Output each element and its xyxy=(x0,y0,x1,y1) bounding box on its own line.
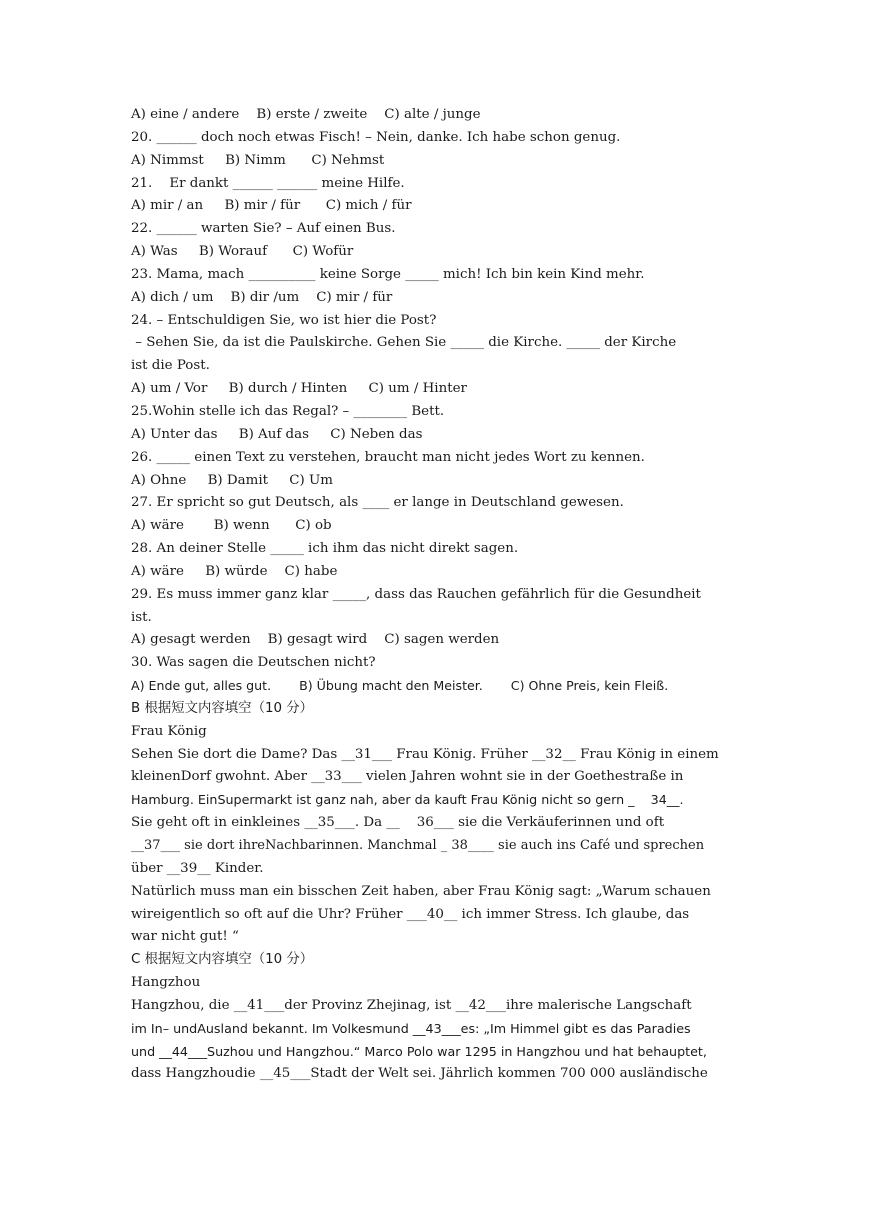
question-27: 27. Er spricht so gut Deutsch, als ____ er lange in Deutschland gewesen. xyxy=(131,495,624,511)
options-line-22: A) Was B) Worauf C) Wofür xyxy=(131,244,354,260)
question-30: 30. Was sagen die Deutschen nicht? xyxy=(131,655,376,671)
options-line-30: A) Ende gut, alles gut. B) Übung macht den Meister. C) Ohne Preis, kein Fleiß. xyxy=(131,678,669,694)
section-b-heading: B 根据短文内容填空（10 分） xyxy=(131,700,314,716)
question-20: 20. ______ doch noch etwas Fisch! – Nein, danke. Ich habe schon genug. xyxy=(131,129,621,145)
passage-b-line: Hamburg. EinSupermarkt ist ganz nah, aber da kauft Frau König nicht so gern _ 34__. xyxy=(131,792,684,808)
question-23: 23. Mama, mach __________ keine Sorge _____ mich! Ich bin kein Kind mehr. xyxy=(131,266,645,282)
passage-b-line: war nicht gut! “ xyxy=(131,929,239,945)
passage-b-line: __37___ sie dort ihreNachbarinnen. Manchmal _ 38____ sie auch ins Café und sprechen xyxy=(131,838,705,853)
options-line-24: A) um / Vor B) durch / Hinten C) um / Hinter xyxy=(131,381,467,397)
options-line-19: A) eine / andere B) erste / zweite C) alte / junge xyxy=(131,107,481,122)
passage-c-line: dass Hangzhoudie __45___Stadt der Welt sei. Jährlich kommen 700 000 ausländische xyxy=(131,1066,708,1082)
passage-c-line: im In– undAusland bekannt. Im Volkesmund __43___es: „Im Himmel gibt es das Paradies xyxy=(131,1020,691,1036)
question-22: 22. ______ warten Sie? – Auf einen Bus. xyxy=(131,221,396,237)
question-24: 24. – Entschuldigen Sie, wo ist hier die Post? xyxy=(131,312,437,328)
passage-b-line: Natürlich muss man ein bisschen Zeit haben, aber Frau König sagt: „Warum schauen xyxy=(131,883,711,899)
passage-c-title: Hangzhou xyxy=(131,975,201,991)
section-c-heading: C 根据短文内容填空（10 分） xyxy=(131,952,314,968)
passage-b-line: kleinenDorf gwohnt. Aber __33___ vielen Jahren wohnt sie in der Goethestraße in xyxy=(131,769,684,785)
options-line-29: A) gesagt werden B) gesagt wird C) sagen werden xyxy=(131,632,500,648)
question-25: 25.Wohin stelle ich das Regal? – ________ Bett. xyxy=(131,403,445,419)
options-line-25: A) Unter das B) Auf das C) Neben das xyxy=(131,426,423,442)
passage-b-title: Frau König xyxy=(131,723,207,739)
passage-b-line: über __39__ Kinder. xyxy=(131,860,264,876)
options-line-23: A) dich / um B) dir /um C) mir / für xyxy=(131,289,393,305)
document-body xyxy=(131,104,741,1086)
question-24-continued: – Sehen Sie, da ist die Paulskirche. Gehen Sie _____ die Kirche. _____ der Kirche xyxy=(131,335,677,351)
passage-b-line: wireigentlich so oft auf die Uhr? Früher ___40__ ich immer Stress. Ich glaube, das xyxy=(131,906,690,922)
options-line-28: A) wäre B) würde C) habe xyxy=(131,563,338,579)
passage-c-line: und __44___Suzhou und Hangzhou.“ Marco Polo war 1295 in Hangzhou und hat behauptet, xyxy=(131,1043,707,1059)
question-29-continued: ist. xyxy=(131,609,152,625)
options-line-26: A) Ohne B) Damit C) Um xyxy=(131,472,333,488)
question-21: 21. Er dankt ______ ______ meine Hilfe. xyxy=(131,175,405,191)
passage-c-line: Hangzhou, die __41___der Provinz Zhejinag, ist __42___ihre malerische Langschaft xyxy=(131,997,692,1013)
question-24-continued: ist die Post. xyxy=(131,358,210,374)
options-line-27: A) wäre B) wenn C) ob xyxy=(131,518,332,534)
options-line-20: A) Nimmst B) Nimm C) Nehmst xyxy=(131,152,385,168)
passage-b-line: Sie geht oft in einkleines __35___. Da __ 36___ sie die Verkäuferinnen und oft xyxy=(131,815,665,831)
question-26: 26. _____ einen Text zu verstehen, braucht man nicht jedes Wort zu kennen. xyxy=(131,449,645,465)
question-29: 29. Es muss immer ganz klar _____, dass das Rauchen gefährlich für die Gesundheit xyxy=(131,586,701,602)
question-28: 28. An deiner Stelle _____ ich ihm das nicht direkt sagen. xyxy=(131,541,519,557)
passage-b-line: Sehen Sie dort die Dame? Das __31___ Frau König. Früher __32__ Frau König in einem xyxy=(131,746,719,762)
options-line-21: A) mir / an B) mir / für C) mich / für xyxy=(131,198,412,214)
